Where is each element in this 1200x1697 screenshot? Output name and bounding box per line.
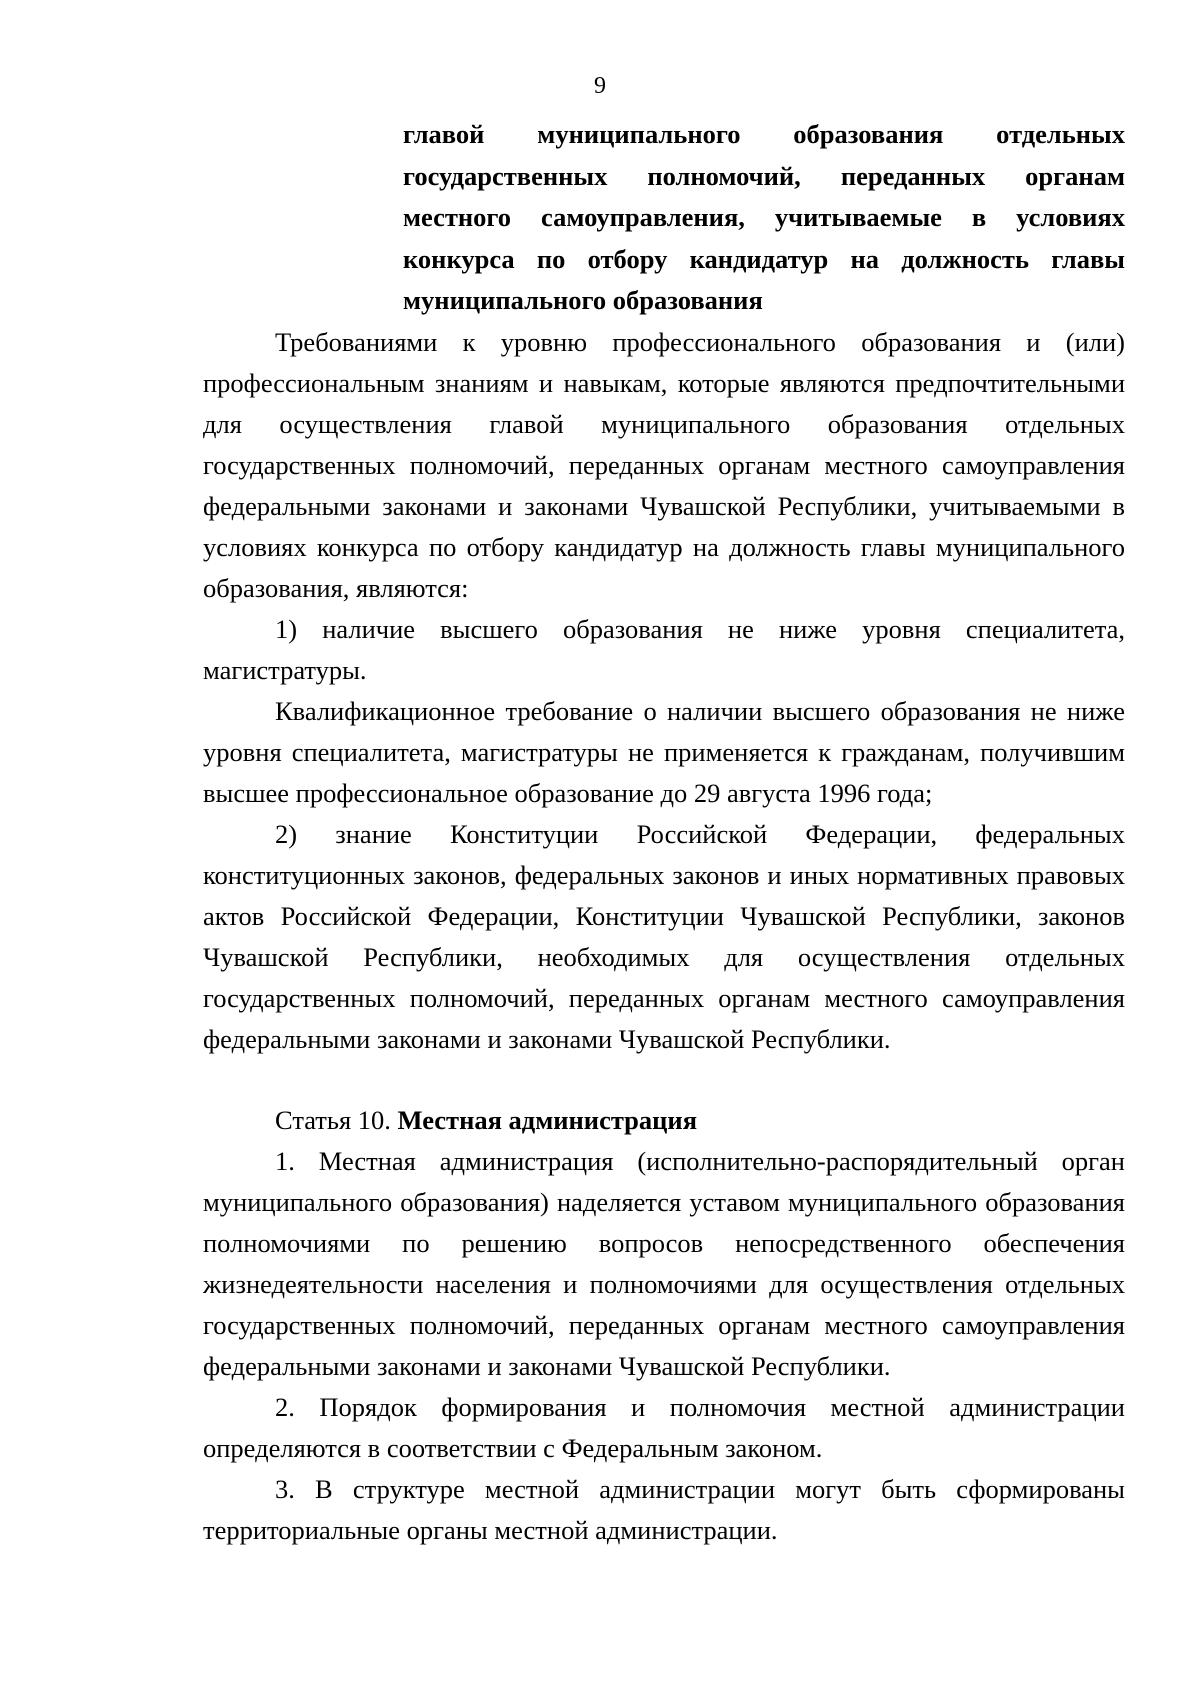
paragraph: 2) знание Конституции Российской Федерации, федеральных конституционных законов, федеральных законов и иных нормативных правовых актов Российской Федерации, Конституции Чувашской Республики, законов Чувашской Республики, необходимых для осуществления отдельных государственных полномочий, переданных органам местного самоуправления федеральными законами и законами Чувашской Республики. <box>203 818 1125 1054</box>
paragraph: 1. Местная администрация (исполнительно-распорядительный орган муниципального образования) наделяется уставом муниципального образования полномочиями по решению вопросов непосредственного обеспечения жизнедеятельности населения и полномочиями для осуществления отдельных государственных полномочий, переданных органам местного самоуправления федеральными законами и законами Чувашской Республики. <box>203 1145 1125 1381</box>
paragraph: Квалификационное требование о наличии высшего образования не ниже уровня специалитета, магистратуры не применяется к гражданам, получившим высшее профессиональное образование до 29 августа 1996 года; <box>203 695 1125 808</box>
paragraph: 3. В структуре местной администрации могут быть сформированы территориальные органы местной администрации. <box>203 1473 1125 1545</box>
paragraph: 1) наличие высшего образования не ниже уровня специалитета, магистратуры. <box>203 613 1125 685</box>
document-body <box>203 114 1125 1551</box>
paragraph: Требованиями к уровню профессионального образования и (или) профессиональным знаниям и навыкам, которые являются предпочтительными для осуществления главой муниципального образования отдельных государственных полномочий, переданных органам местного самоуправления федеральными законами и законами Чувашской Республики, учитываемыми в условиях конкурса по отбору кандидатур на должность главы муниципального образования, являются: <box>203 326 1125 603</box>
article-title: Местная администрация <box>397 1104 698 1135</box>
article-heading <box>203 1100 1125 1141</box>
article-number: Статья 10. <box>275 1104 398 1135</box>
section-heading: главой муниципального образования отдельных государственных полномочий, переданных органам местного самоуправления, учитываемые в условиях конкурса по отбору кандидатур на должность главы муниципального образования <box>403 119 1125 315</box>
paragraph: 2. Порядок формирования и полномочия местной администрации определяются в соответствии с Федеральным законом. <box>203 1391 1125 1463</box>
page-number: 9 <box>594 73 606 99</box>
